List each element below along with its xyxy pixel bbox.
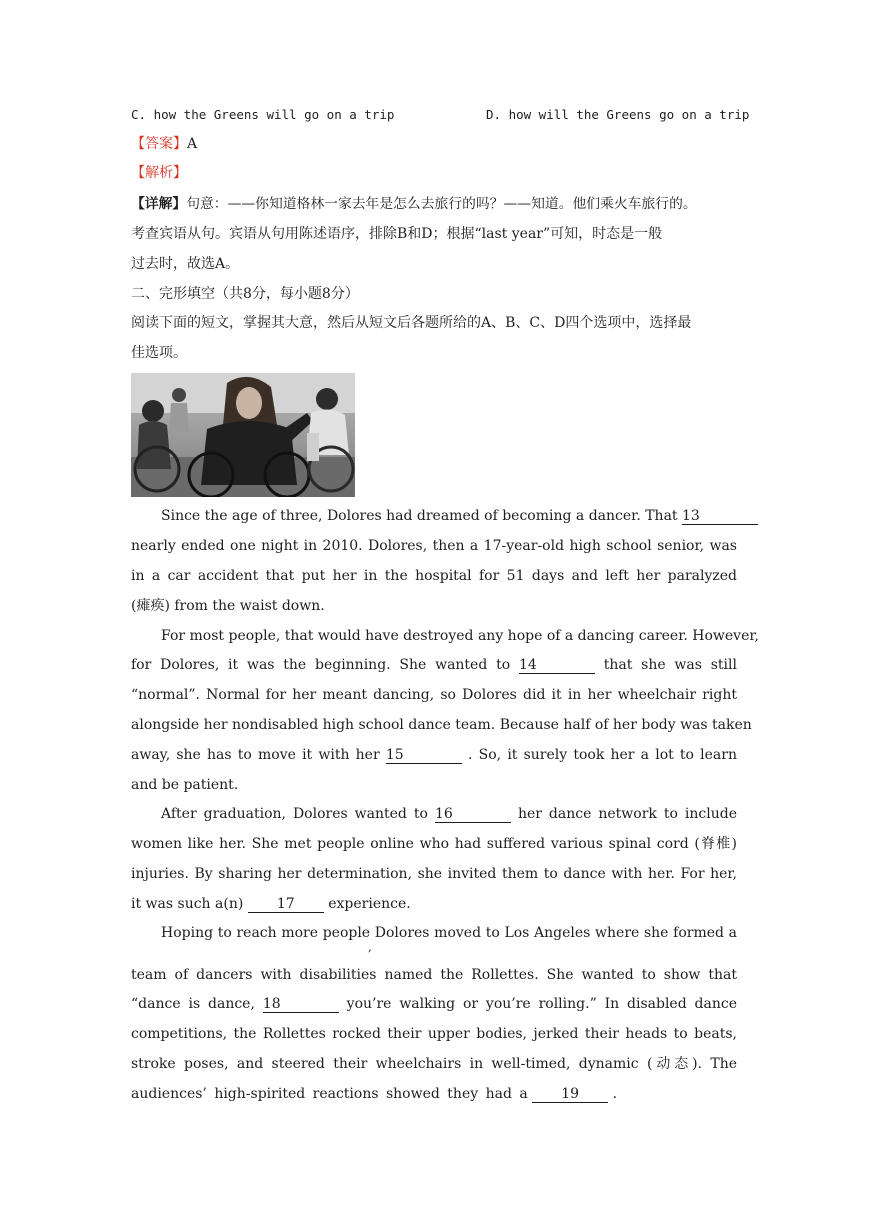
p1-line-1: [161, 506, 737, 526]
blank-15[interactable]: 15: [386, 747, 462, 764]
p2-line-2: [131, 655, 737, 675]
blank-17[interactable]: 17: [248, 896, 324, 913]
p2-text-2b: that she was still: [603, 657, 737, 673]
p4-line-1: Hoping to reach more people Dolores moved to Los Angeles where she formed a: [161, 925, 737, 941]
detail-line-2: 考查宾语从句。宾语从句用陈述语序，排除B和D；根据“last year”可知，时态是一般: [131, 226, 663, 242]
p2-line-6: and be patient.: [131, 777, 239, 793]
p4-text-6b: .: [612, 1086, 618, 1102]
blank-16[interactable]: 16: [435, 806, 511, 823]
blank-18[interactable]: 18: [263, 996, 339, 1013]
p2-text-5a: away, she has to move it with her: [131, 747, 380, 763]
answer-row: [131, 134, 737, 154]
p2-line-1: For most people, that would have destroyed any hope of a dancing career. However,: [161, 628, 759, 644]
wheelchair-dancers-photo: [131, 373, 355, 497]
option-c: C. how the Greens will go on a trip: [131, 107, 395, 122]
p4-line-2: team of dancers with disabilities named the Rollettes. She wanted to show that: [131, 967, 737, 983]
section-title: 二、完形填空（共8分，每小题8分）: [131, 286, 359, 302]
detail-line-1: [131, 194, 737, 214]
answer-value: A: [187, 136, 198, 152]
p1-text-1: Since the age of three, Dolores had dreamed of becoming a dancer. That: [161, 508, 678, 524]
p3-line-2: women like her. She met people online who had suffered various spinal cord (脊椎): [131, 836, 737, 852]
option-row: [131, 105, 750, 125]
p1-line-2: nearly ended one night in 2010. Dolores, then a 17-year-old high school senior, was: [131, 538, 737, 554]
p3-text-1a: After graduation, Dolores wanted to: [161, 806, 428, 822]
analysis-row: [131, 163, 737, 183]
p3-text-1b: her dance network to include: [517, 806, 737, 822]
p4-line-3: [131, 994, 737, 1014]
p4-text-3a: “dance is dance,: [131, 996, 255, 1012]
p2-text-5b: . So, it surely took her a lot to learn: [468, 747, 737, 763]
p4-line-6: [131, 1084, 737, 1104]
p3-line-1: [161, 804, 737, 824]
blank-19[interactable]: 19: [532, 1086, 608, 1103]
p4-line-5: stroke poses, and steered their wheelchairs in well-timed, dynamic (动态). The: [131, 1056, 737, 1072]
stray-comma: ,: [368, 940, 372, 954]
p3-line-4: [131, 894, 737, 914]
option-d: D. how will the Greens go on a trip: [486, 107, 750, 122]
p3-text-4a: it was such a(n): [131, 896, 244, 912]
section-instruction-1: 阅读下面的短文，掌握其大意，然后从短文后各题所给的A、B、C、D四个选项中，选择最: [131, 315, 692, 331]
analysis-label: 【解析】: [131, 165, 187, 181]
p2-line-3: “normal”. Normal for her meant dancing, so Dolores did it in her wheelchair right: [131, 687, 737, 703]
p2-line-4: alongside her nondisabled high school dance team. Because half of her body was taken: [131, 717, 752, 733]
section-instruction-2: 佳选项。: [131, 345, 187, 361]
detail-line-3: 过去时，故选A。: [131, 256, 240, 272]
p3-line-3: injuries. By sharing her determination, she invited them to dance with her. For her,: [131, 866, 737, 882]
p2-line-5: [131, 745, 737, 765]
p1-line-4: (瘫痪) from the waist down.: [131, 598, 325, 614]
p3-text-4b: experience.: [328, 896, 411, 912]
p2-text-2a: for Dolores, it was the beginning. She wanted to: [131, 657, 511, 673]
blank-14[interactable]: 14: [519, 657, 595, 674]
blank-13[interactable]: 13: [682, 508, 758, 525]
p4-line-4: competitions, the Rollettes rocked their upper bodies, jerked their heads to beats,: [131, 1026, 737, 1042]
answer-label: 【答案】: [131, 136, 187, 152]
p4-text-3b: you’re walking or you’re rolling.” In disabled dance: [346, 996, 737, 1012]
p4-text-6a: audiences’ high-spirited reactions showed they had a: [131, 1086, 528, 1102]
detail-label: 【详解】: [131, 196, 187, 212]
detail-text-1: 句意：——你知道格林一家去年是怎么去旅行的吗？——知道。他们乘火车旅行的。: [186, 196, 697, 212]
p1-line-3: in a car accident that put her in the hospital for 51 days and left her paralyzed: [131, 568, 737, 584]
